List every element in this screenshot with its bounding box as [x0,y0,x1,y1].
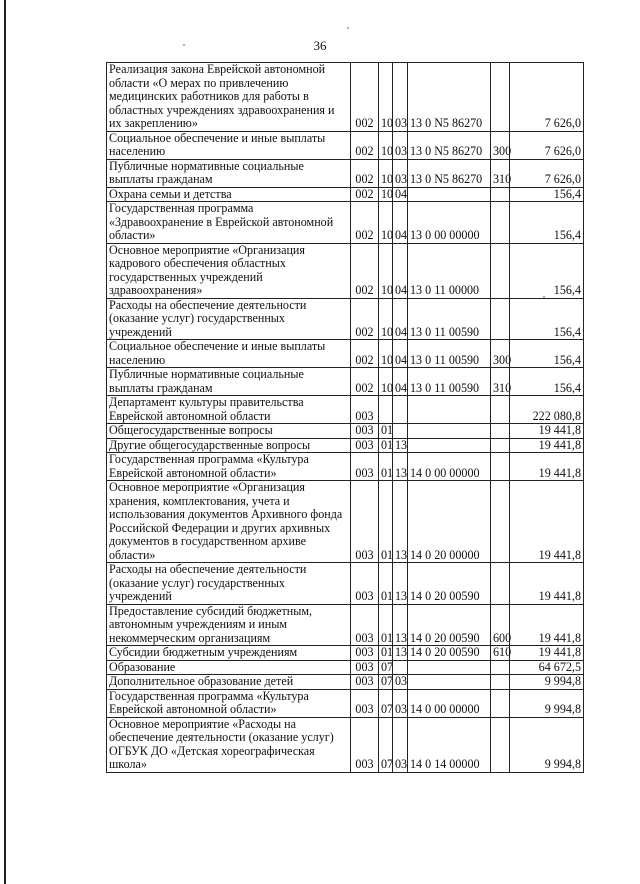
expense-type-code: 300 [491,340,510,368]
amount: 156,4 [510,298,584,340]
row-name: Социальное обеспечение и иные выплаты населению [107,131,351,159]
admin-code: 003 [351,660,379,675]
section-code: 10 [379,63,393,132]
admin-code: 003 [351,438,379,453]
subsection-code: 13 [393,646,408,661]
row-name: Основное мероприятие «Организация хранения, комплектования, учета и использования документов Архивного фонда Российской Федерации и других архивных документов в государственном архиве области» [107,481,351,563]
table-row [107,646,584,661]
section-code: 07 [379,660,393,675]
amount: 19 441,8 [510,481,584,563]
subsection-code: 04 [393,298,408,340]
subsection-code: 13 [393,604,408,646]
row-name: Реализация закона Еврейской автономной области «О мерах по привлечению медицинских работников для работы в областных учреждениях здравоохранения и их закреплению» [107,63,351,132]
section-code: 01 [379,646,393,661]
table-row [107,563,584,605]
target-article-code: 13 0 11 00590 [408,340,491,368]
expense-type-code [491,453,510,481]
amount: 19 441,8 [510,604,584,646]
expense-type-code: 310 [491,368,510,396]
expense-type-code: 310 [491,159,510,187]
admin-code: 003 [351,563,379,605]
target-article-code [408,396,491,424]
section-code: 10 [379,131,393,159]
table-row [107,438,584,453]
row-name: Общегосударственные вопросы [107,424,351,439]
target-article-code: 14 0 20 00590 [408,604,491,646]
expense-type-code [491,660,510,675]
table-row [107,243,584,298]
table-row [107,604,584,646]
table-row [107,453,584,481]
row-name: Расходы на обеспечение деятельности (оказание услуг) государственных учреждений [107,563,351,605]
target-article-code: 14 0 20 00590 [408,563,491,605]
target-article-code: 14 0 00 00000 [408,689,491,717]
target-article-code: 14 0 20 00590 [408,646,491,661]
page-number: 36 [313,38,327,53]
section-code: 10 [379,187,393,202]
amount: 64 672,5 [510,660,584,675]
table-row [107,396,584,424]
row-name: Государственная программа «Здравоохранение в Еврейской автономной области» [107,202,351,244]
expense-type-code [491,298,510,340]
target-article-code: 14 0 14 00000 [408,717,491,772]
target-article-code: 13 0 N5 86270 [408,63,491,132]
expense-type-code [491,243,510,298]
amount: 156,4 [510,243,584,298]
target-article-code: 13 0 00 00000 [408,202,491,244]
scan-speck [347,27,349,29]
row-name: Основное мероприятие «Организация кадрового обеспечения областных государственных учреждений здравоохранения» [107,243,351,298]
expense-type-code [491,717,510,772]
admin-code: 003 [351,675,379,690]
section-code: 10 [379,202,393,244]
subsection-code: 04 [393,340,408,368]
admin-code: 002 [351,159,379,187]
row-name: Другие общегосударственные вопросы [107,438,351,453]
subsection-code: 04 [393,243,408,298]
amount: 19 441,8 [510,424,584,439]
table-row [107,368,584,396]
table-row [107,340,584,368]
amount: 7 626,0 [510,131,584,159]
section-code: 07 [379,717,393,772]
admin-code: 003 [351,453,379,481]
admin-code: 002 [351,243,379,298]
amount: 7 626,0 [510,63,584,132]
expense-type-code: 610 [491,646,510,661]
subsection-code: 13 [393,481,408,563]
section-code: 10 [379,298,393,340]
target-article-code: 14 0 20 00000 [408,481,491,563]
section-code: 10 [379,159,393,187]
amount: 9 994,8 [510,689,584,717]
amount: 19 441,8 [510,438,584,453]
admin-code: 002 [351,202,379,244]
subsection-code: 13 [393,438,408,453]
admin-code: 003 [351,689,379,717]
subsection-code: 13 [393,453,408,481]
page-edge-line [4,0,6,884]
row-name: Публичные нормативные социальные выплаты гражданам [107,368,351,396]
expense-type-code [491,187,510,202]
amount: 156,4 [510,368,584,396]
subsection-code: 03 [393,689,408,717]
section-code: 01 [379,481,393,563]
admin-code: 002 [351,298,379,340]
amount: 156,4 [510,187,584,202]
admin-code: 003 [351,717,379,772]
admin-code: 003 [351,604,379,646]
expense-type-code [491,202,510,244]
target-article-code: 13 0 11 00590 [408,368,491,396]
row-name: Государственная программа «Культура Еврейской автономной области» [107,689,351,717]
admin-code: 002 [351,131,379,159]
row-name: Дополнительное образование детей [107,675,351,690]
expense-type-code [491,438,510,453]
target-article-code [408,424,491,439]
target-article-code [408,187,491,202]
table-row [107,202,584,244]
row-name: Основное мероприятие «Расходы на обеспечение деятельности (оказание услуг) ОГБУК ДО «Детская хореографическая школа» [107,717,351,772]
subsection-code: 04 [393,187,408,202]
subsection-code: 03 [393,675,408,690]
row-name: Публичные нормативные социальные выплаты гражданам [107,159,351,187]
admin-code: 002 [351,187,379,202]
table-row [107,689,584,717]
expense-type-code [491,563,510,605]
target-article-code: 14 0 00 00000 [408,453,491,481]
amount: 9 994,8 [510,717,584,772]
subsection-code [393,660,408,675]
row-name: Департамент культуры правительства Еврейской автономной области [107,396,351,424]
section-code: 10 [379,368,393,396]
subsection-code: 03 [393,63,408,132]
amount: 19 441,8 [510,453,584,481]
amount: 7 626,0 [510,159,584,187]
table-row [107,424,584,439]
row-name: Охрана семьи и детства [107,187,351,202]
expense-type-code: 600 [491,604,510,646]
admin-code: 003 [351,481,379,563]
row-name: Предоставление субсидий бюджетным, автономным учреждениям и иным некоммерческим организациям [107,604,351,646]
budget-table [106,62,584,773]
admin-code: 003 [351,646,379,661]
section-code: 01 [379,453,393,481]
row-name: Социальное обеспечение и иные выплаты населению [107,340,351,368]
admin-code: 002 [351,340,379,368]
subsection-code: 13 [393,563,408,605]
table-row [107,675,584,690]
table-row [107,159,584,187]
amount: 9 994,8 [510,675,584,690]
table-row [107,131,584,159]
amount: 19 441,8 [510,563,584,605]
target-article-code [408,660,491,675]
section-code: 10 [379,340,393,368]
subsection-code [393,424,408,439]
subsection-code: 04 [393,202,408,244]
section-code: 07 [379,689,393,717]
section-code: 01 [379,438,393,453]
row-name: Образование [107,660,351,675]
section-code: 07 [379,675,393,690]
section-code: 01 [379,424,393,439]
target-article-code [408,438,491,453]
subsection-code [393,396,408,424]
admin-code: 003 [351,396,379,424]
target-article-code: 13 0 N5 86270 [408,131,491,159]
expense-type-code [491,689,510,717]
table-row [107,63,584,132]
section-code: 01 [379,563,393,605]
table-row [107,481,584,563]
admin-code: 002 [351,368,379,396]
target-article-code [408,675,491,690]
expense-type-code [491,481,510,563]
section-code: 01 [379,604,393,646]
scan-speck [183,44,185,46]
table-row [107,298,584,340]
target-article-code: 13 0 N5 86270 [408,159,491,187]
subsection-code: 03 [393,131,408,159]
expense-type-code: 300 [491,131,510,159]
expense-type-code [491,63,510,132]
target-article-code: 13 0 11 00590 [408,298,491,340]
subsection-code: 04 [393,368,408,396]
row-name: Государственная программа «Культура Еврейской автономной области» [107,453,351,481]
amount: 156,4 [510,202,584,244]
subsection-code: 03 [393,717,408,772]
expense-type-code [491,424,510,439]
admin-code: 003 [351,424,379,439]
expense-type-code [491,396,510,424]
amount: 19 441,8 [510,646,584,661]
admin-code: 002 [351,63,379,132]
table-row [107,660,584,675]
subsection-code: 03 [393,159,408,187]
section-code [379,396,393,424]
row-name: Субсидии бюджетным учреждениям [107,646,351,661]
row-name: Расходы на обеспечение деятельности (оказание услуг) государственных учреждений [107,298,351,340]
table-row [107,187,584,202]
amount: 156,4 [510,340,584,368]
expense-type-code [491,675,510,690]
amount: 222 080,8 [510,396,584,424]
section-code: 10 [379,243,393,298]
target-article-code: 13 0 11 00000 [408,243,491,298]
table-row [107,717,584,772]
